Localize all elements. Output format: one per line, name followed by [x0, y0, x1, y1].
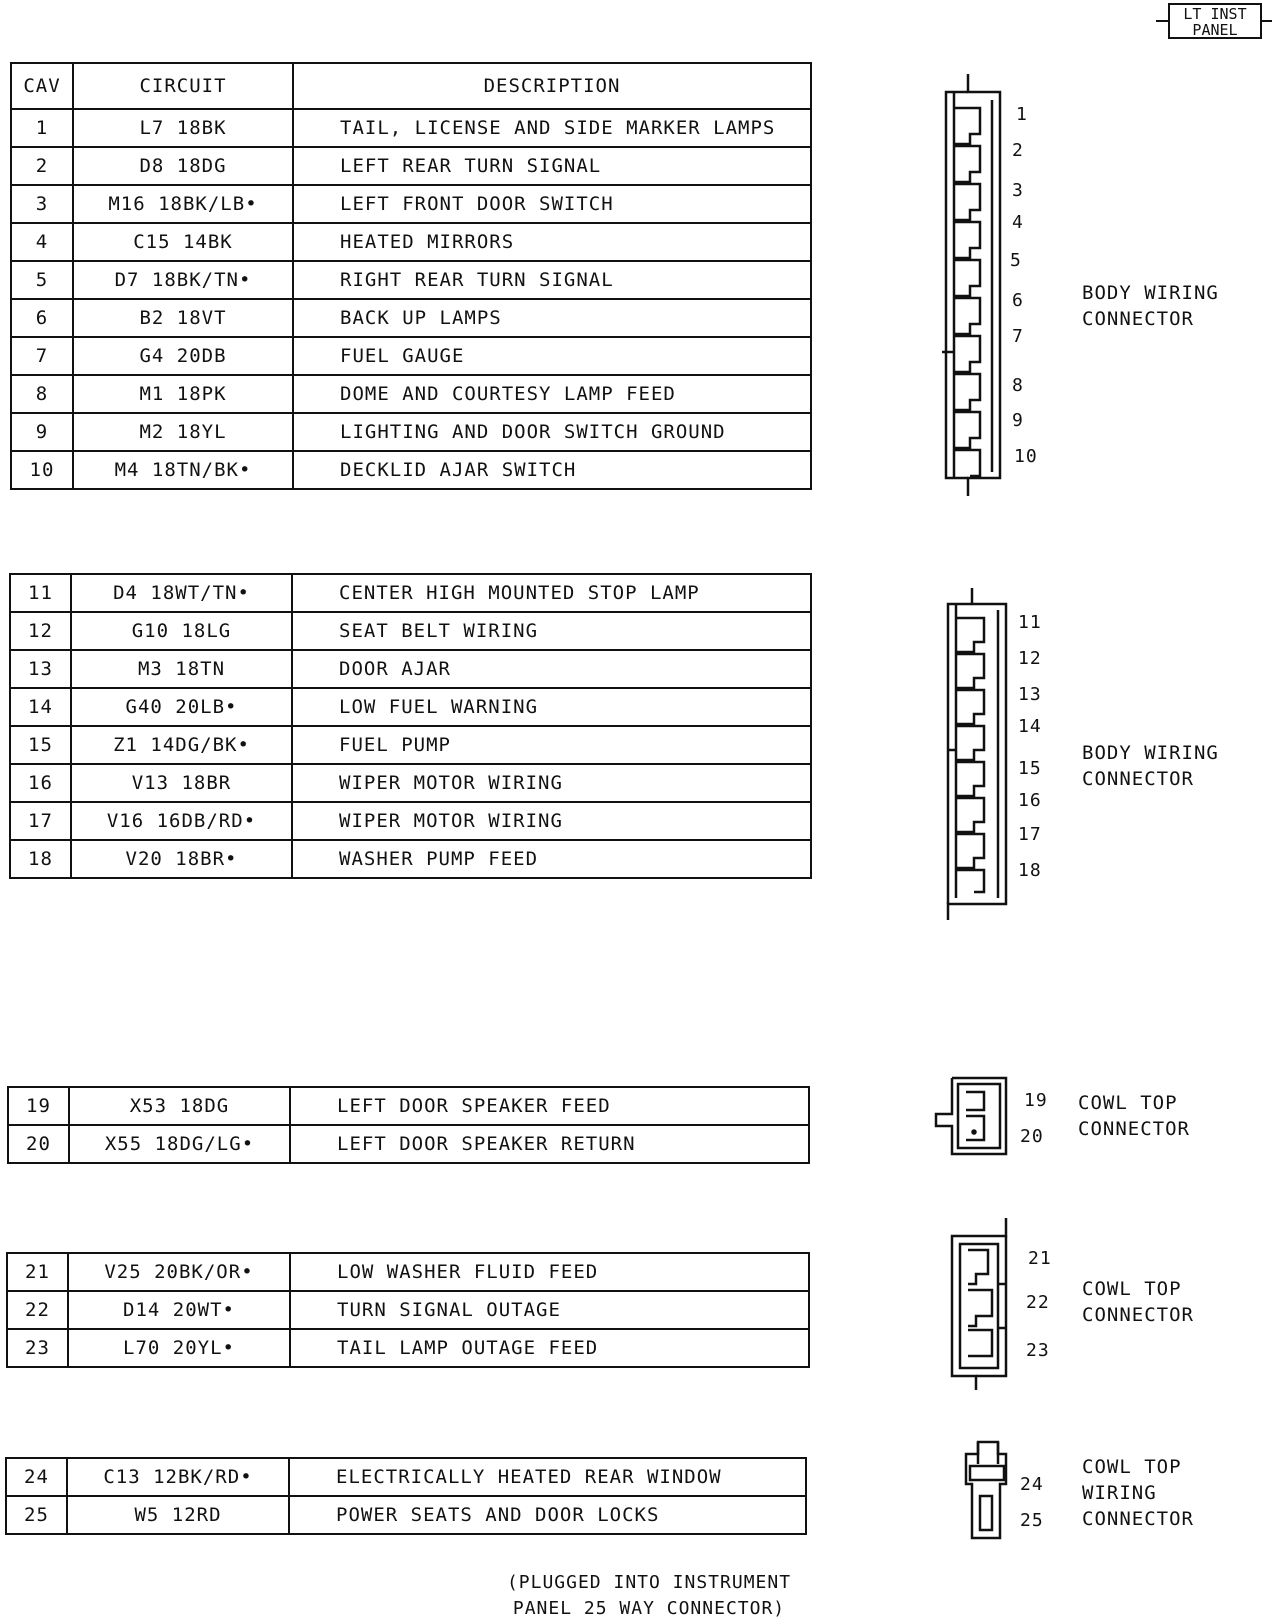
cav-cell: 15: [10, 726, 71, 764]
circuit-cell: C13 12BK/RD•: [67, 1458, 289, 1496]
cav-cell: 22: [7, 1291, 68, 1329]
description-cell: ELECTRICALLY HEATED REAR WINDOW: [289, 1458, 806, 1496]
pin-label: 10: [1014, 446, 1038, 467]
description-header: DESCRIPTION: [293, 63, 811, 109]
table-row: [11, 299, 811, 337]
description-cell: LOW WASHER FLUID FEED: [290, 1253, 809, 1291]
circuit-cell: V20 18BR•: [71, 840, 292, 878]
pin-label: 2: [1012, 140, 1024, 161]
pin-label: 17: [1018, 824, 1042, 845]
table-row: [10, 840, 811, 878]
description-cell: WIPER MOTOR WIRING: [292, 764, 811, 802]
description-cell: LOW FUEL WARNING: [292, 688, 811, 726]
description-cell: WIPER MOTOR WIRING: [292, 802, 811, 840]
connector-label-line: CONNECTOR: [1082, 768, 1194, 790]
description-cell: TAIL LAMP OUTAGE FEED: [290, 1329, 809, 1367]
connector-label-line: BODY WIRING: [1082, 742, 1219, 764]
circuit-cell: L7 18BK: [73, 109, 293, 147]
pin-label: 21: [1028, 1248, 1052, 1269]
circuit-cell: M3 18TN: [71, 650, 292, 688]
wiring-table-1: [10, 62, 812, 490]
pin-label: 12: [1018, 648, 1042, 669]
table-row: [7, 1253, 809, 1291]
circuit-cell: W5 12RD: [67, 1496, 289, 1534]
pin-label: 4: [1012, 212, 1024, 233]
table-row: [10, 612, 811, 650]
circuit-cell: D7 18BK/TN•: [73, 261, 293, 299]
description-cell: FUEL GAUGE: [293, 337, 811, 375]
description-cell: FUEL PUMP: [292, 726, 811, 764]
connector-label-line: CONNECTOR: [1082, 1304, 1194, 1326]
description-cell: CENTER HIGH MOUNTED STOP LAMP: [292, 574, 811, 612]
pin-label: 5: [1010, 250, 1022, 271]
description-cell: HEATED MIRRORS: [293, 223, 811, 261]
body-wiring-connector-1-drawing: [940, 72, 1010, 502]
description-cell: POWER SEATS AND DOOR LOCKS: [289, 1496, 806, 1534]
description-cell: RIGHT REAR TURN SIGNAL: [293, 261, 811, 299]
connector-label-line: COWL TOP: [1082, 1456, 1182, 1478]
connector-label-line: WIRING: [1082, 1482, 1157, 1504]
tag-leader-right: [1262, 20, 1272, 22]
circuit-cell: D4 18WT/TN•: [71, 574, 292, 612]
wiring-table-3: [7, 1086, 810, 1164]
cav-cell: 17: [10, 802, 71, 840]
table-row: [8, 1087, 809, 1125]
wiring-table-5: [5, 1457, 807, 1535]
pin-label: 11: [1018, 612, 1042, 633]
table-row: [11, 223, 811, 261]
pin-label: 25: [1020, 1510, 1044, 1531]
cav-cell: 19: [8, 1087, 69, 1125]
cav-cell: 18: [10, 840, 71, 878]
cav-cell: 4: [11, 223, 73, 261]
circuit-cell: C15 14BK: [73, 223, 293, 261]
cav-cell: 7: [11, 337, 73, 375]
table-row: [11, 451, 811, 489]
pin-label: 7: [1012, 326, 1024, 347]
connector-label-line: CONNECTOR: [1082, 308, 1194, 330]
wiring-table-2: [9, 573, 812, 879]
description-cell: LEFT FRONT DOOR SWITCH: [293, 185, 811, 223]
description-cell: BACK UP LAMPS: [293, 299, 811, 337]
description-cell: DECKLID AJAR SWITCH: [293, 451, 811, 489]
lt-inst-panel-tag: [1168, 3, 1262, 39]
tag-line-2: PANEL: [1192, 21, 1238, 39]
tag-leader-left: [1156, 20, 1168, 22]
cowl-top-connector-1-label: [1078, 1090, 1190, 1142]
table-row: [7, 1291, 809, 1329]
circuit-cell: V13 18BR: [71, 764, 292, 802]
pin-label: 6: [1012, 290, 1024, 311]
cav-cell: 16: [10, 764, 71, 802]
table-row: [10, 574, 811, 612]
description-cell: TURN SIGNAL OUTAGE: [290, 1291, 809, 1329]
cav-cell: 1: [11, 109, 73, 147]
body-wiring-connector-1-label: [1082, 280, 1219, 332]
cav-cell: 24: [6, 1458, 67, 1496]
pin-label: 13: [1018, 684, 1042, 705]
table-row: [6, 1458, 806, 1496]
connector-label-line: COWL TOP: [1082, 1278, 1182, 1300]
cav-cell: 3: [11, 185, 73, 223]
table-row: [11, 337, 811, 375]
footnote-line-2: PANEL 25 WAY CONNECTOR): [512, 1598, 786, 1619]
description-cell: DOOR AJAR: [292, 650, 811, 688]
table-row: [11, 185, 811, 223]
circuit-cell: X55 18DG/LG•: [69, 1125, 290, 1163]
cowl-top-connector-2-label: [1082, 1276, 1194, 1328]
table-row: [7, 1329, 809, 1367]
circuit-cell: G10 18LG: [71, 612, 292, 650]
table-row: [11, 109, 811, 147]
cav-cell: 12: [10, 612, 71, 650]
table-row: [11, 375, 811, 413]
table-row: [10, 688, 811, 726]
table-row: [8, 1125, 809, 1163]
cav-cell: 2: [11, 147, 73, 185]
circuit-header: CIRCUIT: [73, 63, 293, 109]
circuit-cell: M1 18PK: [73, 375, 293, 413]
pin-label: 23: [1026, 1340, 1050, 1361]
table-row: [10, 726, 811, 764]
circuit-cell: D8 18DG: [73, 147, 293, 185]
table-row: [10, 802, 811, 840]
tag-line-1: LT INST: [1183, 5, 1247, 23]
pin-label: 9: [1012, 410, 1024, 431]
cav-cell: 14: [10, 688, 71, 726]
table-row: [11, 413, 811, 451]
circuit-cell: Z1 14DG/BK•: [71, 726, 292, 764]
pin-label: 1: [1016, 104, 1028, 125]
description-cell: LEFT REAR TURN SIGNAL: [293, 147, 811, 185]
cowl-top-connector-2-drawing: [948, 1216, 1014, 1392]
cowl-top-wiring-connector-drawing: [962, 1440, 1012, 1544]
cav-header: CAV: [11, 63, 73, 109]
footnote-line-1: (PLUGGED INTO INSTRUMENT: [506, 1572, 792, 1593]
circuit-cell: M4 18TN/BK•: [73, 451, 293, 489]
cav-cell: 23: [7, 1329, 68, 1367]
description-cell: DOME AND COURTESY LAMP FEED: [293, 375, 811, 413]
cav-cell: 8: [11, 375, 73, 413]
cav-cell: 21: [7, 1253, 68, 1291]
circuit-cell: D14 20WT•: [68, 1291, 290, 1329]
pin-label: 18: [1018, 860, 1042, 881]
pin-label: 24: [1020, 1474, 1044, 1495]
pin-label: 16: [1018, 790, 1042, 811]
description-cell: LEFT DOOR SPEAKER RETURN: [290, 1125, 809, 1163]
cowl-top-wiring-connector-label: [1082, 1454, 1194, 1532]
pin-label: 22: [1026, 1292, 1050, 1313]
cowl-top-connector-1-drawing: [932, 1076, 1012, 1158]
circuit-cell: L70 20YL•: [68, 1329, 290, 1367]
cav-cell: 11: [10, 574, 71, 612]
circuit-cell: X53 18DG: [69, 1087, 290, 1125]
connector-label-line: CONNECTOR: [1078, 1118, 1190, 1140]
wiring-table-4: [6, 1252, 810, 1368]
cav-cell: 13: [10, 650, 71, 688]
table-row: [6, 1496, 806, 1534]
table-row: [10, 650, 811, 688]
description-cell: TAIL, LICENSE AND SIDE MARKER LAMPS: [293, 109, 811, 147]
circuit-cell: M16 18BK/LB•: [73, 185, 293, 223]
pin-label: 14: [1018, 716, 1042, 737]
cav-cell: 9: [11, 413, 73, 451]
cav-cell: 20: [8, 1125, 69, 1163]
cav-cell: 10: [11, 451, 73, 489]
pin-label: 15: [1018, 758, 1042, 779]
circuit-cell: G4 20DB: [73, 337, 293, 375]
pin-label: 20: [1020, 1126, 1044, 1147]
connector-label-line: CONNECTOR: [1082, 1508, 1194, 1530]
circuit-cell: G40 20LB•: [71, 688, 292, 726]
table-header-row: [11, 63, 811, 109]
description-cell: WASHER PUMP FEED: [292, 840, 811, 878]
cav-cell: 5: [11, 261, 73, 299]
description-cell: LIGHTING AND DOOR SWITCH GROUND: [293, 413, 811, 451]
body-wiring-connector-2-drawing: [944, 586, 1014, 922]
pin-label: 19: [1024, 1090, 1048, 1111]
table-row: [11, 147, 811, 185]
circuit-cell: V25 20BK/OR•: [68, 1253, 290, 1291]
table-row: [11, 261, 811, 299]
cav-cell: 25: [6, 1496, 67, 1534]
footnote: [484, 1570, 814, 1622]
circuit-cell: M2 18YL: [73, 413, 293, 451]
pin-label: 3: [1012, 180, 1024, 201]
body-wiring-connector-2-label: [1082, 740, 1219, 792]
circuit-cell: B2 18VT: [73, 299, 293, 337]
circuit-cell: V16 16DB/RD•: [71, 802, 292, 840]
cav-cell: 6: [11, 299, 73, 337]
pin-label: 8: [1012, 375, 1024, 396]
connector-label-line: BODY WIRING: [1082, 282, 1219, 304]
connector-label-line: COWL TOP: [1078, 1092, 1178, 1114]
description-cell: LEFT DOOR SPEAKER FEED: [290, 1087, 809, 1125]
description-cell: SEAT BELT WIRING: [292, 612, 811, 650]
table-row: [10, 764, 811, 802]
